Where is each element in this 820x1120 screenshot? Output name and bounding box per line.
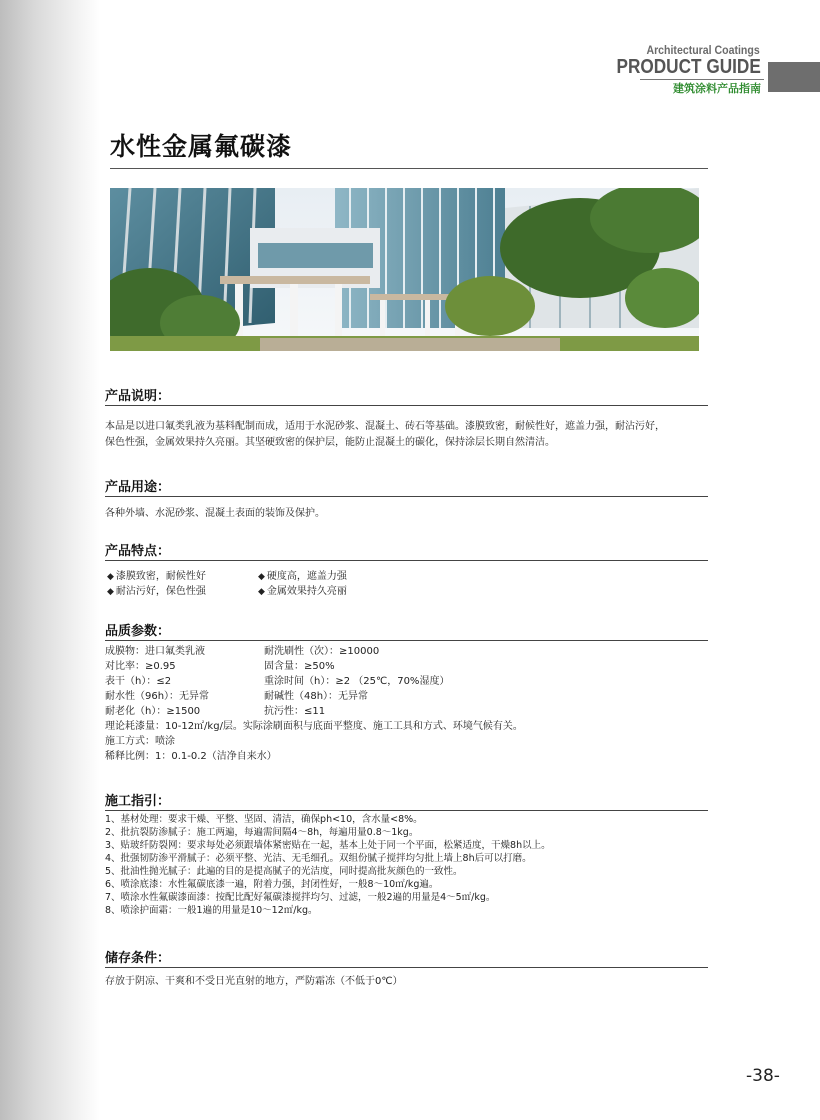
guide-step: 2、批抗裂防渗腻子：施工两遍，每遍需间隔4～8h，每遍用量0.8～1kg。 bbox=[105, 827, 419, 838]
feature-item: ◆ 硬度高，遮盖力强 bbox=[258, 571, 347, 582]
desc-line: 本品是以进口氟类乳液为基料配制而成，适用于水泥砂浆、混凝土、砖石等基础。漆膜致密，耐候性好，遮盖力强，耐沾污好， bbox=[105, 421, 665, 432]
title-rule bbox=[110, 168, 708, 169]
param-single: 施工方式：喷涂 bbox=[105, 736, 175, 747]
guide-step: 1、基材处理：要求干燥、平整、坚固、清洁，确保ph<10，含水量<8%。 bbox=[105, 814, 423, 825]
param-row: 耐老化（h）：≥1500 抗污性：≤11 bbox=[105, 706, 326, 717]
section-rule-params bbox=[105, 640, 708, 641]
page-title: 水性金属氟碳漆 bbox=[110, 132, 293, 161]
desc-text bbox=[105, 419, 710, 451]
usage-text: 各种外墙、水泥砂浆、混凝土表面的装饰及保护。 bbox=[105, 508, 325, 519]
diamond-bullet-icon: ◆ bbox=[258, 572, 265, 582]
guide-step: 4、批强韧防渗平滑腻子：必须平整、光洁、无毛细孔。双组份腻子搅拌均匀批上墙上8h后可以打磨。 bbox=[105, 853, 532, 864]
param-single: 理论耗漆量：10-12㎡/kg/层。实际涂刷面积与底面平整度、施工工具和方式、环境气候有关。 bbox=[105, 721, 523, 732]
header-cn: 建筑涂料产品指南 bbox=[673, 82, 761, 95]
header-gray-box bbox=[768, 62, 820, 92]
guide-step: 6、喷涂底漆：水性氟碳底漆一遍，附着力强，封闭性好，一般8～10㎡/kg遍。 bbox=[105, 879, 439, 890]
building-photo bbox=[110, 188, 699, 351]
feature-item: ◆ 金属效果持久亮丽 bbox=[258, 586, 347, 597]
params-block bbox=[105, 644, 710, 764]
guide-step: 3、贴玻纤防裂网：要求每处必须跟墙体紧密贴在一起，基本上处于同一个平面，松紧适度，干燥8h以上。 bbox=[105, 840, 551, 851]
left-gradient-bar bbox=[0, 0, 100, 1120]
section-rule-features bbox=[105, 560, 708, 561]
section-heading-features: 产品特点： bbox=[105, 544, 171, 559]
section-heading-desc: 产品说明： bbox=[105, 389, 171, 404]
section-heading-storage: 储存条件： bbox=[105, 951, 171, 966]
header-en-big: PRODUCT GUIDE bbox=[616, 56, 761, 78]
param-row: 表干（h）：≤2 重涂时间（h）：≥2 （25℃，70%湿度） bbox=[105, 676, 450, 687]
section-heading-guide: 施工指引： bbox=[105, 794, 171, 809]
section-heading-usage: 产品用途： bbox=[105, 480, 171, 495]
param-row: 成膜物：进口氟类乳液 耐洗刷性（次）：≥10000 bbox=[105, 646, 380, 657]
param-row: 耐水性（96h）：无异常 耐碱性（48h）：无异常 bbox=[105, 691, 369, 702]
storage-text: 存放于阴凉、干爽和不受日光直射的地方，严防霜冻（不低于0℃） bbox=[105, 976, 403, 987]
diamond-bullet-icon: ◆ bbox=[107, 572, 114, 582]
header-en-small: Architectural Coatings bbox=[646, 43, 760, 57]
feature-item: ◆ 漆膜致密，耐候性好 bbox=[107, 571, 206, 582]
desc-line: 保色性强，金属效果持久亮丽。其坚硬致密的保护层，能防止混凝土的碳化，保持涂层长期自然清洁。 bbox=[105, 437, 555, 448]
guide-step: 8、喷涂护面霜：一般1遍的用量是10～12㎡/kg。 bbox=[105, 905, 318, 916]
guide-list bbox=[105, 813, 710, 917]
section-rule-guide bbox=[105, 810, 708, 811]
guide-step: 5、批油性抛光腻子：此遍的目的是提高腻子的光洁度，同时提高批灰颜色的一致性。 bbox=[105, 866, 463, 877]
section-rule-usage bbox=[105, 496, 708, 497]
feature-item: ◆ 耐沾污好，保色性强 bbox=[107, 586, 206, 597]
section-rule-storage bbox=[105, 967, 708, 968]
diamond-bullet-icon: ◆ bbox=[107, 587, 114, 597]
param-single: 稀释比例：1：0.1-0.2（洁净自来水） bbox=[105, 751, 277, 762]
param-row: 对比率：≥0.95 固含量：≥50% bbox=[105, 661, 335, 672]
diamond-bullet-icon: ◆ bbox=[258, 587, 265, 597]
section-rule-desc bbox=[105, 405, 708, 406]
guide-step: 7、喷涂水性氟碳漆面漆：按配比配好氟碳漆搅拌均匀、过滤，一般2遍的用量是4～5㎡/kg。 bbox=[105, 892, 496, 903]
page-number: -38- bbox=[746, 1066, 780, 1086]
section-heading-params: 品质参数： bbox=[105, 624, 171, 639]
